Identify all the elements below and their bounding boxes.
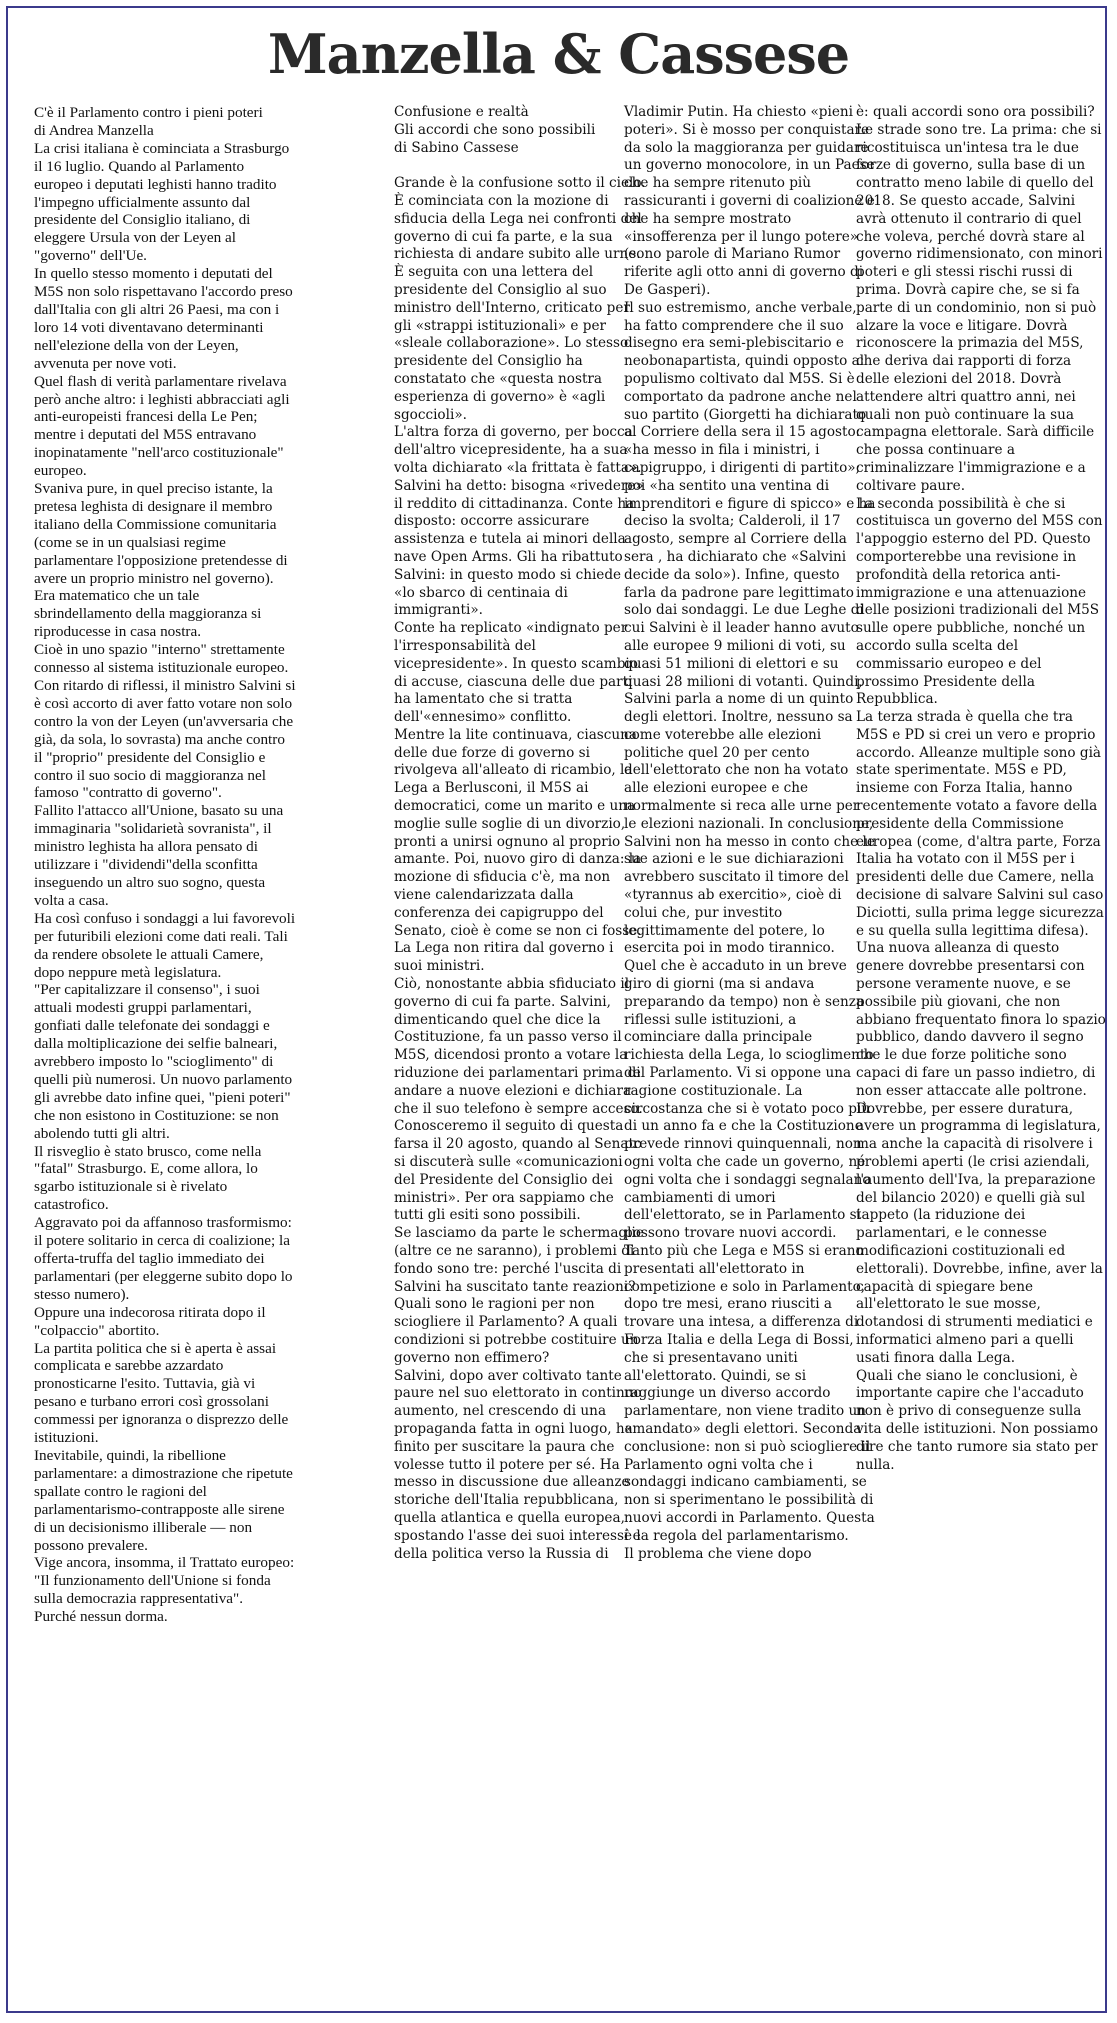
paragraph: Vige ancora, insomma, il Trattato europeo: "Il funzionamento dell'Unione si fonda sulla democrazia rappresentativa". (34, 1554, 295, 1608)
paragraph: La terza strada è quella che tra M5S e PD si crei un vero e proprio accordo. Alleanze multiple sono già state sperimentate. M5S e PD, insieme con Forza Italia, hanno recentemente votato a favore della presidente della Commissione europea (come, d'altra parte, Forza Italia ha votato con il M5S per i presidenti delle due Camere, nella decisione di salvare Salvini sul caso Diciotti, sulla prima legge sicurezza e su quella sulla legittima difesa). Una nuova alleanza di questo genere dovrebbe presentarsi con persone veramente nuove, e se possibile più giovani, che non abbiano frequentato finora lo spazio pubblico, dando davvero il segno che le due forze politiche sono capaci di fare un passo indietro, di non esser attaccate alle poltrone. Dovrebbe, per essere duratura, avere un programma di legislatura, ma anche la capacità di risolvere i problemi aperti (le crisi aziendali, l'aumento dell'Iva, la preparazione del bilancio 2020) e quelli già sul tappeto (la riduzione dei parlamentari, e le connesse modificazioni costituzionali ed elettorali). Dovrebbe, infine, aver la capacità di spiegare bene all'elettorato le sue mosse, dotandosi di strumenti mediatici e informatici almeno pari a quelli usati finora dalla Lega. (856, 709, 1106, 1366)
paragraph: Purché nessun dorma. (34, 1608, 168, 1626)
article-kicker: Confusione e realtà (394, 104, 529, 120)
article-byline: di Andrea Manzella (34, 121, 154, 139)
paragraph: Ha così confuso i sondaggi a lui favorevoli per futuribili elezioni come dati reali. Tali da rendere obsolete le attuali Camere, dopo neppure metà legislatura. (34, 909, 296, 981)
paragraph: L'altra forza di governo, per bocca dell'altro vicepresidente, ha a sua volta dichiarato «la frittata è fatta». Salvini ha detto: bisogna «rivedere» il reddito di cittadinanza. Conte ha disposto: occorre assicurare assistenza e tutela ai minori della nave Open Arms. Gli ha ribattuto Salvini: in questo modo si chiede «lo sbarco di centinaia di immigranti». (394, 424, 644, 619)
paragraph: Grande è la confusione sotto il cielo. È cominciata con la mozione di sfiducia della Lega nei confronti del governo di cui fa parte, e la sua richiesta di andare subito alle urne. È seguita con una lettera del presidente del Consiglio al suo ministro dell'Interno, criticato per gli «strappi istituzionali» e per «sleale collaborazione». Lo stesso presidente del Consiglio ha constatato che «questa nostra esperienza di governo» è «agli sgoccioli». (394, 175, 646, 423)
paragraph: Inevitabile, quindi, la ribellione parlamentare: a dimostrazione che ripetute spallate contro le ragioni del parlamentarismo-contrapposte alle sirene di un decisionismo illiberale — non possono prevalere. (34, 1446, 293, 1554)
paragraph: è: quali accordi sono ora possibili? Le strade sono tre. La prima: che si ricostituisca un'intesa tra le due forze di governo, sulla base di un contratto meno labile di quello del 2018. Se questo accade, Salvini avrà ottenuto il contrario di quel che voleva, perché dovrà stare al governo ridimensionato, con minori poteri e gli stessi rischi russi di prima. Dovrà capire che, se si fa parte di un condominio, non si può alzare la voce e litigare. Dovrà riconoscere la primazia del M5S, che deriva dai rapporti di forza delle elezioni del 2018. Dovrà attendere altri quattro anni, nei quali non può continuare la sua campagna elettorale. Sarà difficile che possa continuare a criminalizzare l'immigrazione e a coltivare paure. (856, 104, 1103, 494)
paragraph: Quel flash di verità parlamentare rivelava però anche altro: i leghisti abbracciati agli anti-europeisti francesi della Le Pen; mentre i deputati del M5S entravano inopinatamente "nell'arco costituzionale" europeo. (34, 372, 290, 480)
paragraph: La seconda possibilità è che si costituisca un governo del M5S con l'appoggio esterno del PD. Questo comporterebbe una revisione in profondità della retorica anti-immigrazione e una attenuazione delle posizioni tradizionali del M5S sulle opere pubbliche, nonché un accordo sulla scelta del commissario europeo e del prossimo Presidente della Repubblica. (856, 495, 1103, 708)
paragraph: Aggravato poi da affannoso trasformismo: il potere solitario in cerca di coalizione; la offerta-truffa del taglio immediato dei parlamentari (per eleggerne subito dopo lo stesso numero). (34, 1214, 293, 1303)
column-cassese-3 (856, 104, 1108, 1474)
paragraph: Mentre la lite continuava, ciascuna delle due forze di governo si rivolgeva all'alleato di ricambio, la Lega a Berlusconi, il M5S ai democratici, come un marito e una moglie sulle soglie di un divorzio, pronti a unirsi ognuno al proprio amante. Poi, nuovo giro di danza: la mozione di sfiducia c'è, ma non viene calendarizzata dalla conferenza dei capigruppo del Senato, cioè è come se non ci fosse. La Lega non ritira dal governo i suoi ministri. (394, 726, 642, 975)
paragraph: Con ritardo di riflessi, il ministro Salvini si è così accorto di aver fatto votare non solo contro la von der Leyen (un'avversaria che già, da sola, lo sovrasta) ma anche contro il "proprio" presidente del Consiglio e contro il suo socio di maggioranza nel famoso "contratto di governo". (34, 677, 296, 802)
paragraph: Vladimir Putin. Ha chiesto «pieni poteri». Si è mosso per conquistare da solo la maggioranza per guidare un governo monocolore, in un Paese che ha sempre ritenuto più rassicuranti i governi di coalizione e che ha sempre mostrato «insofferenza per il lungo potere» (sono parole di Mariano Rumor riferite agli otto anni di governo di De Gasperi). (624, 104, 875, 298)
paragraph: Salvini, dopo aver coltivato tante paure nel suo elettorato in continuo aumento, nel crescendo di una propaganda fatta in ogni luogo, ha finito per suscitare la paura che volesse tutto il potere per sé. Ha messo in discussione due alleanze storiche dell'Italia repubblicana, quella atlantica e quella europea, spostando l'asse dei suoi interessi e della politica verso la Russia di (394, 1367, 642, 1562)
paragraph: Quali che siano le conclusioni, è importante capire che l'accaduto non è privo di conseguenze sulla vita delle istituzioni. Non possiamo dire che tanto rumore sia stato per nulla. (856, 1367, 1099, 1473)
paragraph: Era matematico che un tale sbrindellamento della maggioranza si riproducesse in casa nostra. (34, 587, 262, 641)
article-headline: Gli accordi che sono possibili (394, 121, 596, 138)
paragraph: Il problema che viene dopo (624, 1545, 812, 1562)
paragraph: La crisi italiana è cominciata a Strasburgo il 16 luglio. Quando al Parlamento europeo i deputati leghisti hanno tradito l'impegno ufficialmente assunto dal presidente del Consiglio italiano, di eleggere Ursula von der Leyen al "governo" dell'Ue. (34, 139, 290, 265)
paragraph: La partita politica che si è aperta è assai complicata e sarebbe azzardato pronosticarne l'esito. Tuttavia, già vi pesano e turbano errori così grossolani commessi per ignoranza o disprezzo delle istituzioni. (34, 1339, 289, 1447)
paragraph: Quel che è accaduto in un breve giro di giorni (ma si andava preparando da tempo) non è senza riflessi sulle istituzioni, a cominciare dalla principale richiesta della Lega, lo scioglimento del Parlamento. Vi si oppone una ragione costituzionale. La circostanza che si è votato poco più di un anno fa e che la Costituzione prevede rinnovi quinquennali, non ogni volta che cade un governo, né ogni volta che i sondaggi segnalano cambiamenti di umori dell'elettorato, se in Parlamento si possono trovare nuovi accordi. Tanto più che Lega e M5S si erano presentati all'elettorato in competizione e solo in Parlamento, dopo tre mesi, erano riusciti a trovare una intesa, a differenza di Forza Italia e della Lega di Bossi, che si presentavano uniti all'elettorato. Quindi, se si raggiunge un diverso accordo parlamentare, non viene tradito un «mandato» degli elettori. Seconda conclusione: non si può sciogliere il Parlamento ogni volta che i sondaggi indicano cambiamenti, se non si sperimentano le possibilità di nuovi accordi in Parlamento. Questa è la regola del parlamentarismo. (624, 958, 875, 1544)
article-byline: di Sabino Cassese (394, 139, 519, 156)
paragraph: Fallito l'attacco all'Unione, basato su una immaginaria "solidarietà sovranista", il ministro leghista ha allora pensato di utilizzare i "dividendi"della sconfitta inseguendo un altro suo sogno, questa volta a casa. (34, 802, 284, 909)
paragraph: Conosceremo il seguito di questa farsa il 20 agosto, quando al Senato si discuterà sulle «comunicazioni del Presidente del Consiglio dei ministri». Per ora sappiamo che tutti gli esiti sono possibili. (394, 1118, 643, 1224)
paragraph: Conte ha replicato «indignato per l'irresponsabilità del vicepresidente». In questo scambio di accuse, ciascuna delle due parti ha lamentato che si tratta dell'«ennesimo» conflitto. (394, 620, 638, 726)
paragraph: Il suo estremismo, anche verbale, ha fatto comprendere che il suo disegno era semi-plebiscitario e neobonapartista, quindi opposto al populismo coltivato dal M5S. Si è comportato da padrone anche nel suo partito (Giorgetti ha dichiarato al Corriere della sera il 15 agosto: «ha messo in fila i ministri, i capigruppo, i dirigenti di partito»; poi «ha sentito una ventina di imprenditori e figure di spicco» e ha deciso la svolta; Calderoli, il 17 agosto, sempre al Corriere della sera , ha dichiarato che «Salvini decide da solo»). Infine, questo farla da padrone pare legittimato solo dai sondaggi. Le due Leghe di cui Salvini è il leader hanno avuto alle europee 9 milioni di voti, su quasi 51 milioni di elettori e su quasi 28 milioni di votanti. Quindi, Salvini parla a nome di un quinto degli elettori. Inoltre, nessuno sa come voterebbe alle elezioni politiche quel 20 per cento dell'elettorato che non ha votato alle elezioni europee e che normalmente si reca alle urne per le elezioni nazionali. In conclusione, Salvini non ha messo in conto che le sue azioni e le sue dichiarazioni avrebbero suscitato il timore del «tyrannus ab exercitio», cioè di colui che, pur investito legittimamente del potere, lo esercita poi in modo tirannico. (624, 299, 876, 957)
paragraph: Ciò, nonostante abbia sfiduciato il governo di cui fa parte. Salvini, dimenticando quel che dice la Costituzione, fa un passo verso il M5S, dicendosi pronto a votare la riduzione dei parlamentari prima di andare a nuove elezioni e dichiara che il suo telefono è sempre acceso. (394, 976, 643, 1117)
column-manzella (34, 104, 296, 1626)
paragraph: Se lasciamo da parte le schermaglie (altre ce ne saranno), i problemi di fondo sono tre: perché l'uscita di Salvini ha suscitato tante reazioni? Quali sono le ragioni per non sciogliere il Parlamento? A quali condizioni si potrebbe costituire un governo non effimero? (394, 1225, 644, 1366)
paragraph: Svaniva pure, in quel preciso istante, la pretesa leghista di designare il membro italiano della Commissione comunitaria (come se in un qualsiasi regime parlamentare l'opposizione pretendesse di avere un proprio ministro nel governo). (34, 480, 288, 587)
paragraph: Cioè in uno spazio "interno" strettamente connesso al sistema istituzionale europeo. (34, 641, 289, 677)
paragraph: "Per capitalizzare il consenso", i suoi attuali modesti gruppi parlamentari, gonfiati dalle telefonate dei sondaggi e dalla moltiplicazione dei selfie balneari, avrebbero imposto lo "scioglimento" di quelli più numerosi. Un nuovo parlamento gli avrebbe dato infine quei, "pieni poteri" che non esistono in Costituzione: se non abolendo tutti gli altri. (34, 981, 293, 1142)
article-headline: C'è il Parlamento contro i pieni poteri (34, 104, 263, 121)
page-title: Manzella & Cassese (267, 22, 850, 86)
paragraph: Il risveglio è stato brusco, come nella "fatal" Strasburgo. E, come allora, lo sgarbo istituzionale si è rivelato catastrofico. (34, 1142, 262, 1214)
paragraph: In quello stesso momento i deputati del M5S non solo rispettavano l'accordo preso dall'Italia con gli altri 26 Paesi, ma con i loro 14 voti diventavano determinanti nell'elezione della von der Leyen, avvenuta per nove voti. (34, 265, 293, 372)
column-cassese-1 (394, 104, 646, 1563)
column-cassese-2 (624, 104, 876, 1563)
paragraph: Oppure una indecorosa ritirata dopo il "colpaccio" abortito. (34, 1303, 266, 1339)
